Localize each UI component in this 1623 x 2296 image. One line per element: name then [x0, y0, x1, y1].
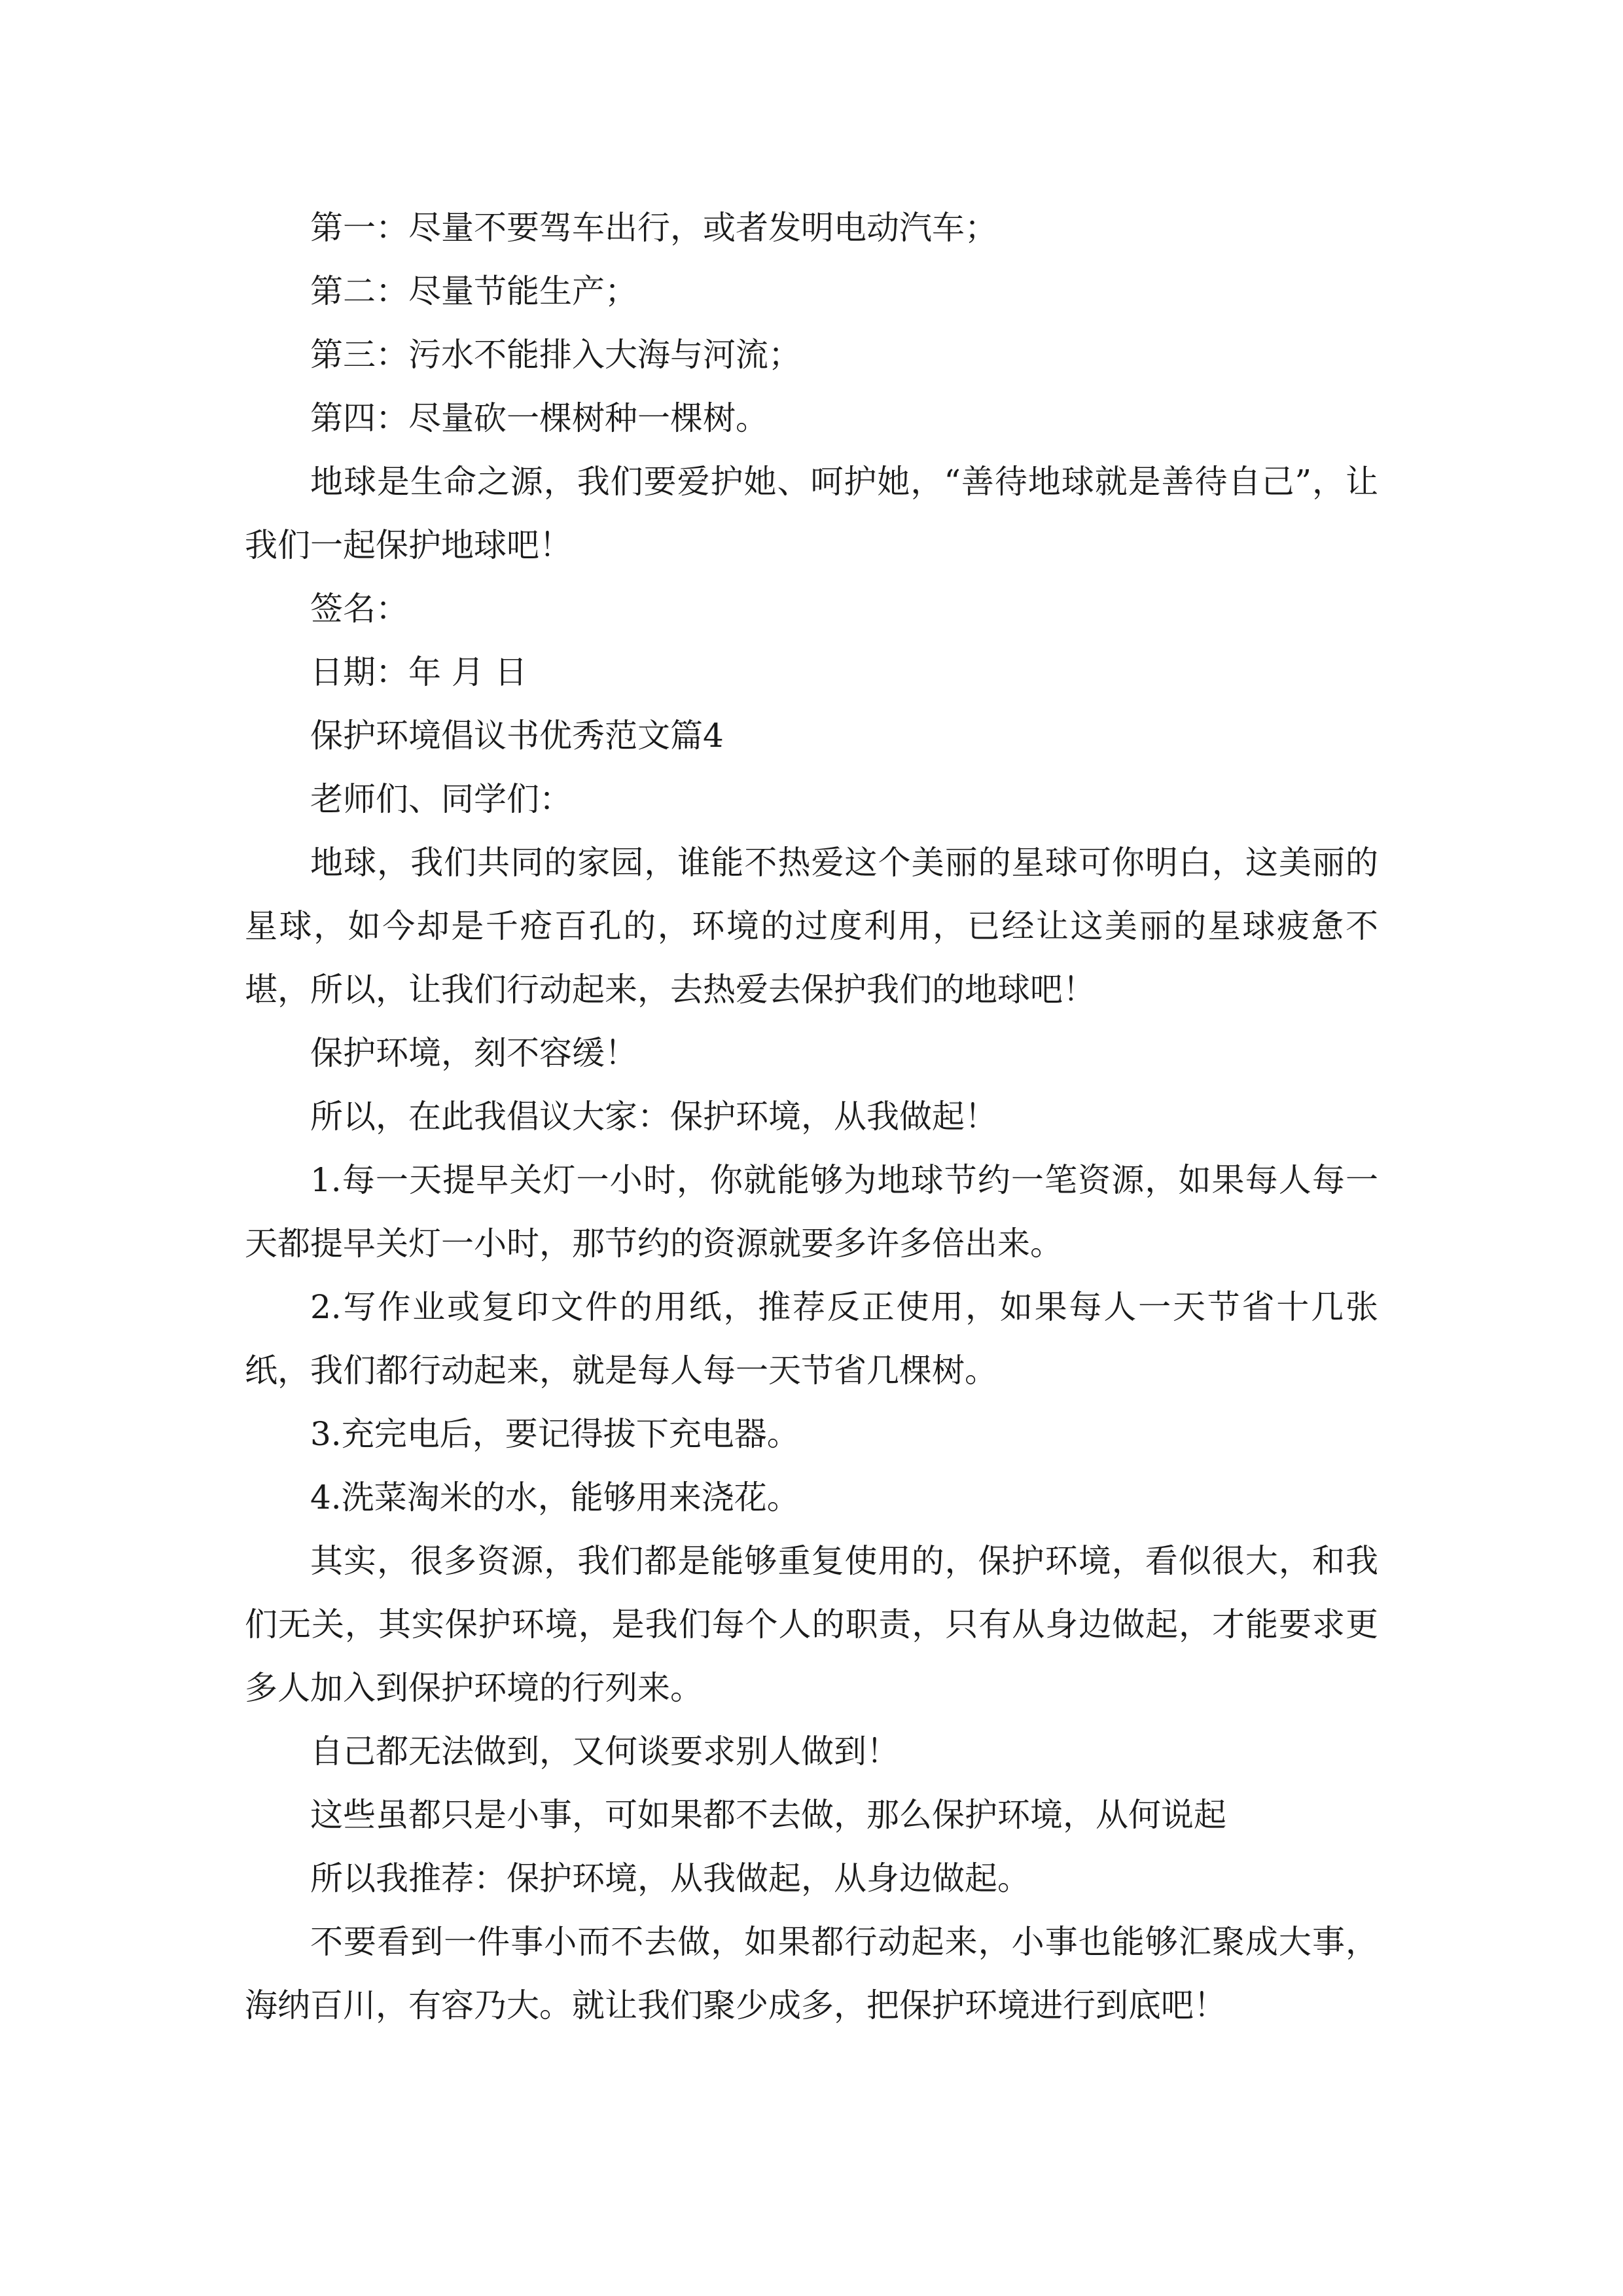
salutation: 老师们、同学们： [310, 780, 572, 818]
paragraph-5: 地球是生命之源，我们要爱护她、呵护她，“善待地球就是善待自己”，让我们一起保护地球吧！ [245, 463, 1378, 564]
paragraph-21: 不要看到一件事小而不去做，如果都行动起来，小事也能够汇聚成大事，海纳百川，有容乃大。就让我们聚少成多，把保护环境进行到底吧！ [245, 1923, 1378, 2024]
list-item-3: 3.充完电后，要记得拔下充电器。 [310, 1415, 800, 1453]
paragraph-1: 第一：尽量不要驾车出行，或者发明电动汽车； [310, 209, 997, 247]
list-item-2: 2.写作业或复印文件的用纸，推荐反正使用，如果每人一天节省十几张纸，我们都行动起来，就是每人每一天节省几棵树。 [245, 1288, 1378, 1390]
list-item-4: 4.洗菜淘米的水，能够用来浇花。 [310, 1479, 800, 1516]
paragraph-19: 这些虽都只是小事，可如果都不去做，那么保护环境，从何说起 [310, 1796, 1226, 1834]
paragraph-11: 保护环境，刻不容缓！ [310, 1034, 637, 1072]
paragraph-12: 所以，在此我倡议大家：保护环境，从我做起！ [310, 1098, 997, 1136]
document-body [245, 196, 1378, 2037]
list-item-1: 1.每一天提早关灯一小时，你就能够为地球节约一笔资源，如果每人每一天都提早关灯一小时，那节约的资源就要多许多倍出来。 [245, 1161, 1378, 1263]
paragraph-20: 所以我推荐：保护环境，从我做起，从身边做起。 [310, 1859, 1030, 1897]
paragraph-2: 第二：尽量节能生产； [310, 272, 637, 310]
section-heading: 保护环境倡议书优秀范文篇4 [310, 717, 724, 755]
paragraph-3: 第三：污水不能排入大海与河流； [310, 336, 801, 374]
date-line: 日期：年 月 日 [310, 653, 527, 691]
paragraph-18: 自己都无法做到，又何谈要求别人做到！ [310, 1732, 899, 1770]
signature-line: 签名： [310, 590, 408, 628]
paragraph-10: 地球，我们共同的家园，谁能不热爱这个美丽的星球可你明白，这美丽的星球，如今却是千疮百孔的，环境的过度利用，已经让这美丽的星球疲惫不堪，所以，让我们行动起来，去热爱去保护我们的地球吧！ [245, 844, 1378, 1009]
paragraph-17: 其实，很多资源，我们都是能够重复使用的，保护环境，看似很大，和我们无关，其实保护环境，是我们每个人的职责，只有从身边做起，才能要求更多人加入到保护环境的行列来。 [245, 1542, 1378, 1707]
paragraph-4: 第四：尽量砍一棵树种一棵树。 [310, 399, 768, 437]
